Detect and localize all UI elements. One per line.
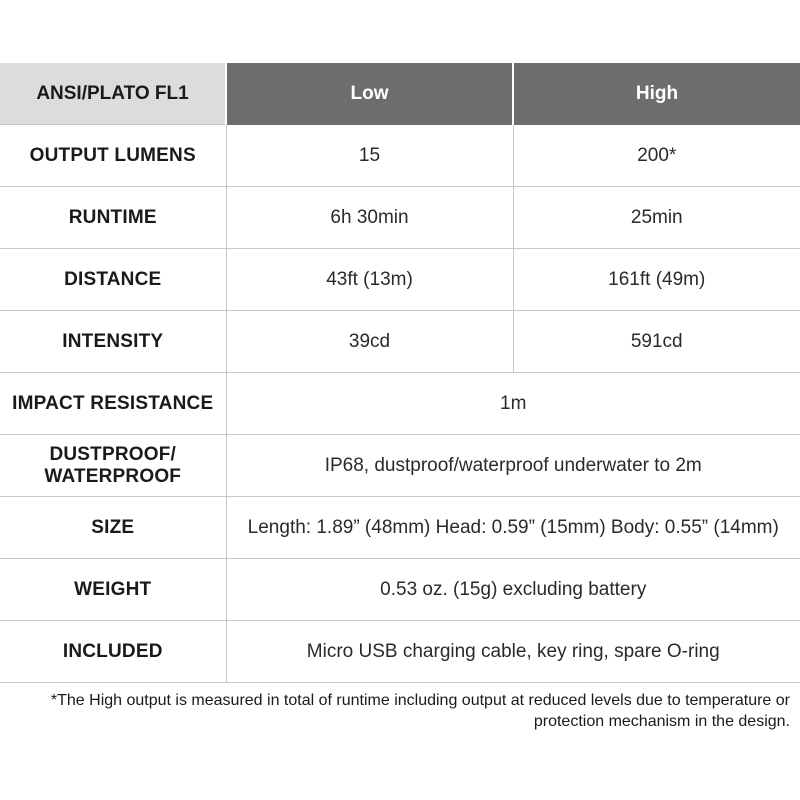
header-row	[0, 63, 800, 125]
row-label: WEIGHT	[0, 559, 226, 621]
table-row-runtime	[0, 187, 800, 249]
row-label: OUTPUT LUMENS	[0, 125, 226, 187]
merged-value: IP68, dustproof/waterproof underwater to 2m	[226, 435, 800, 497]
low-value: 39cd	[226, 311, 513, 373]
table-row-intensity	[0, 311, 800, 373]
high-value: 591cd	[513, 311, 800, 373]
table-row-weight	[0, 559, 800, 621]
table-header	[0, 63, 800, 125]
header-low-mode: Low	[226, 63, 513, 125]
header-high-mode: High	[513, 63, 800, 125]
low-value: 43ft (13m)	[226, 249, 513, 311]
row-label: INCLUDED	[0, 621, 226, 683]
high-value: 25min	[513, 187, 800, 249]
row-label: SIZE	[0, 497, 226, 559]
row-label: RUNTIME	[0, 187, 226, 249]
table-row-distance	[0, 249, 800, 311]
table-row-output-lumens	[0, 125, 800, 187]
footnote	[0, 690, 790, 732]
row-label	[0, 435, 226, 497]
high-value: 200*	[513, 125, 800, 187]
merged-value: Length: 1.89” (48mm) Head: 0.59” (15mm) Body: 0.55” (14mm)	[226, 497, 800, 559]
row-label: DISTANCE	[0, 249, 226, 311]
footnote-line: protection mechanism in the design.	[533, 713, 790, 730]
spec-table	[0, 63, 800, 683]
row-label: INTENSITY	[0, 311, 226, 373]
row-label: IMPACT RESISTANCE	[0, 373, 226, 435]
table-row-impact-resistance	[0, 373, 800, 435]
table-row-included	[0, 621, 800, 683]
table-row-dustproof-waterproof	[0, 435, 800, 497]
merged-value: 0.53 oz. (15g) excluding battery	[226, 559, 800, 621]
low-value: 15	[226, 125, 513, 187]
header-standard-label: ANSI/PLATO FL1	[0, 63, 226, 125]
table-body	[0, 125, 800, 683]
low-value: 6h 30min	[226, 187, 513, 249]
row-label-line: DUSTPROOF/	[49, 443, 177, 465]
footnote-line: *The High output is measured in total of runtime including output at reduced levels due to temperature or	[50, 692, 790, 709]
high-value: 161ft (49m)	[513, 249, 800, 311]
merged-value: Micro USB charging cable, key ring, spare O-ring	[226, 621, 800, 683]
row-label-line: WATERPROOF	[44, 465, 182, 487]
table-row-size	[0, 497, 800, 559]
merged-value: 1m	[226, 373, 800, 435]
